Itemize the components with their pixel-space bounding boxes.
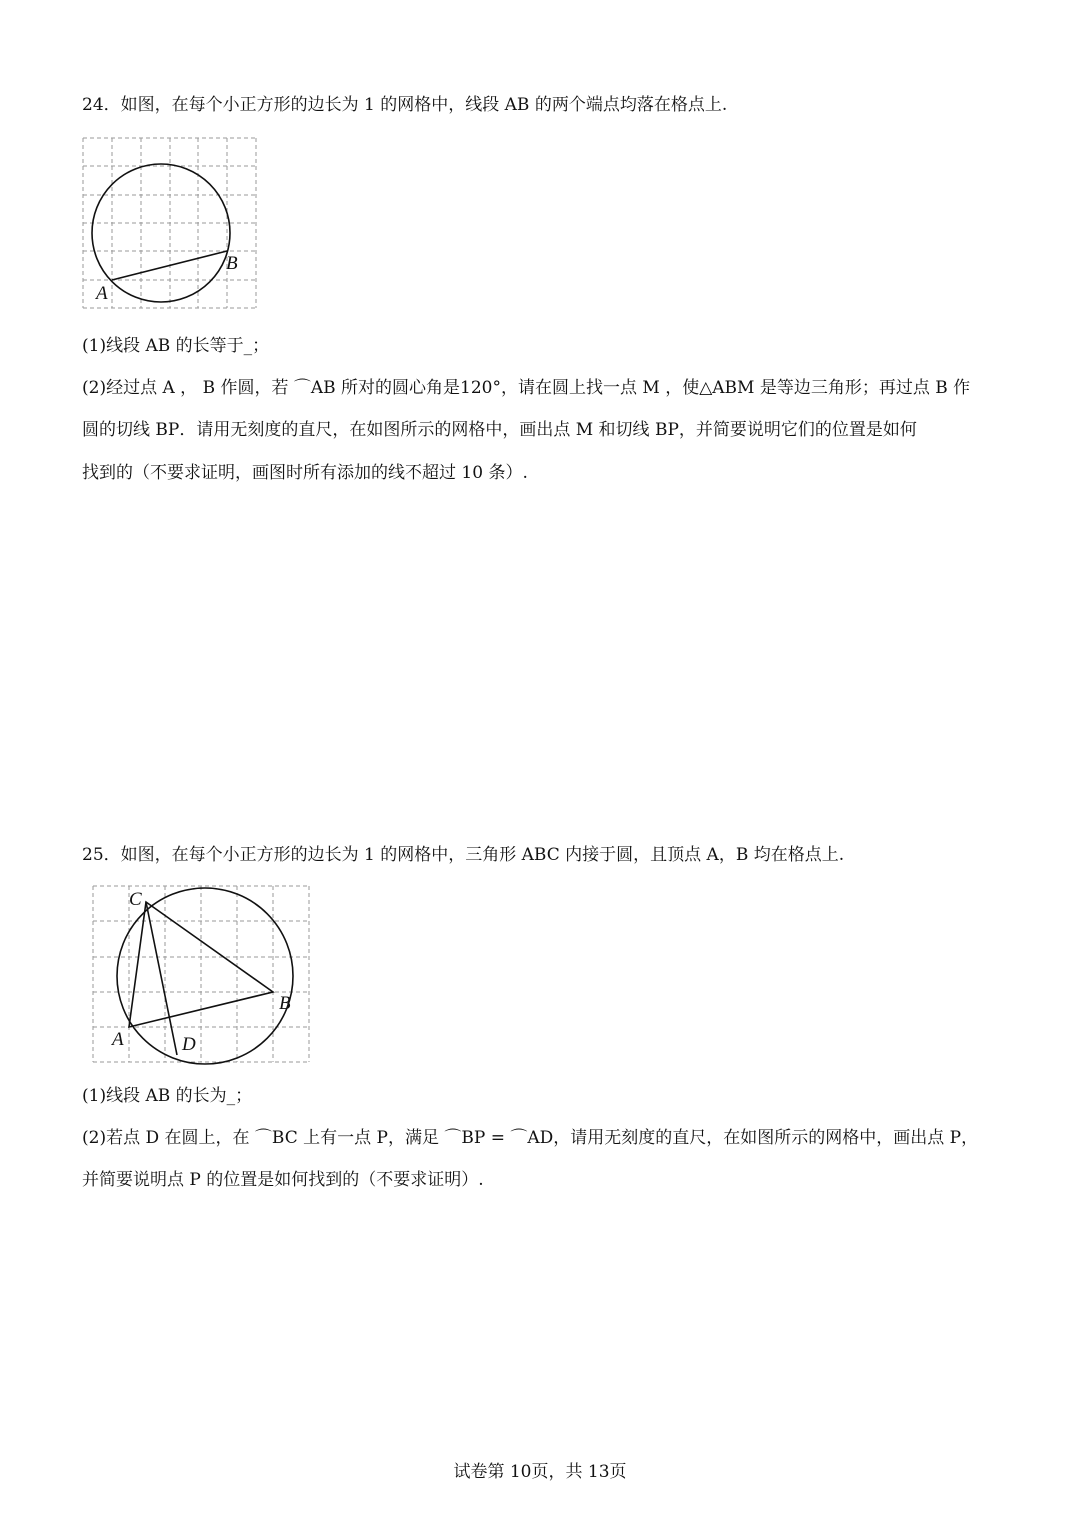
q25-label-b: B	[279, 993, 291, 1014]
q25-circle	[117, 888, 293, 1064]
q25-stem: 25．如图，在每个小正方形的边长为 1 的网格中，三角形 ABC 内接于圆，且顶点 A，B 均在格点上.	[82, 845, 845, 865]
q24-part2-line2: 圆的切线 BP．请用无刻度的直尺，在如图所示的网格中，画出点 M 和切线 BP，并简要说明它们的位置是如何	[82, 420, 917, 440]
q25-part2-line2: 并简要说明点 P 的位置是如何找到的（不要求证明）.	[82, 1170, 484, 1190]
q24-label-a: A	[96, 283, 108, 304]
q24-label-b: B	[226, 253, 238, 274]
q25-chord-cd	[146, 902, 177, 1055]
q25-label-a: A	[112, 1029, 124, 1050]
page-footer: 试卷第 10页，共 13页	[453, 1462, 627, 1482]
q25-part2-line1: (2)若点 D 在圆上，在 ⌒BC 上有一点 P，满足 ⌒BP = ⌒AD，请用无刻度的直尺，在如图所示的网格中，画出点 P，	[82, 1128, 979, 1148]
q24-part1: (1)线段 AB 的长等于_；	[82, 336, 270, 356]
q24-part2-line3: 找到的（不要求证明，画图时所有添加的线不超过 10 条）.	[82, 463, 528, 483]
q24-stem: 24．如图，在每个小正方形的边长为 1 的网格中，线段 AB 的两个端点均落在格点上.	[82, 95, 728, 115]
q25-part1: (1)线段 AB 的长为_；	[82, 1086, 253, 1106]
q24-circle	[92, 164, 230, 302]
q24-figure	[80, 136, 260, 314]
q25-grid	[93, 886, 309, 1062]
q25-figure	[90, 882, 314, 1066]
q25-label-d: D	[182, 1034, 196, 1055]
q25-label-c: C	[129, 889, 142, 910]
q24-segment-ab	[112, 251, 227, 280]
q24-part2-line1: (2)经过点 A ， B 作圆，若 ⌒AB 所对的圆心角是120°，请在圆上找一点 M ，使△ABM 是等边三角形；再过点 B 作	[82, 378, 971, 398]
